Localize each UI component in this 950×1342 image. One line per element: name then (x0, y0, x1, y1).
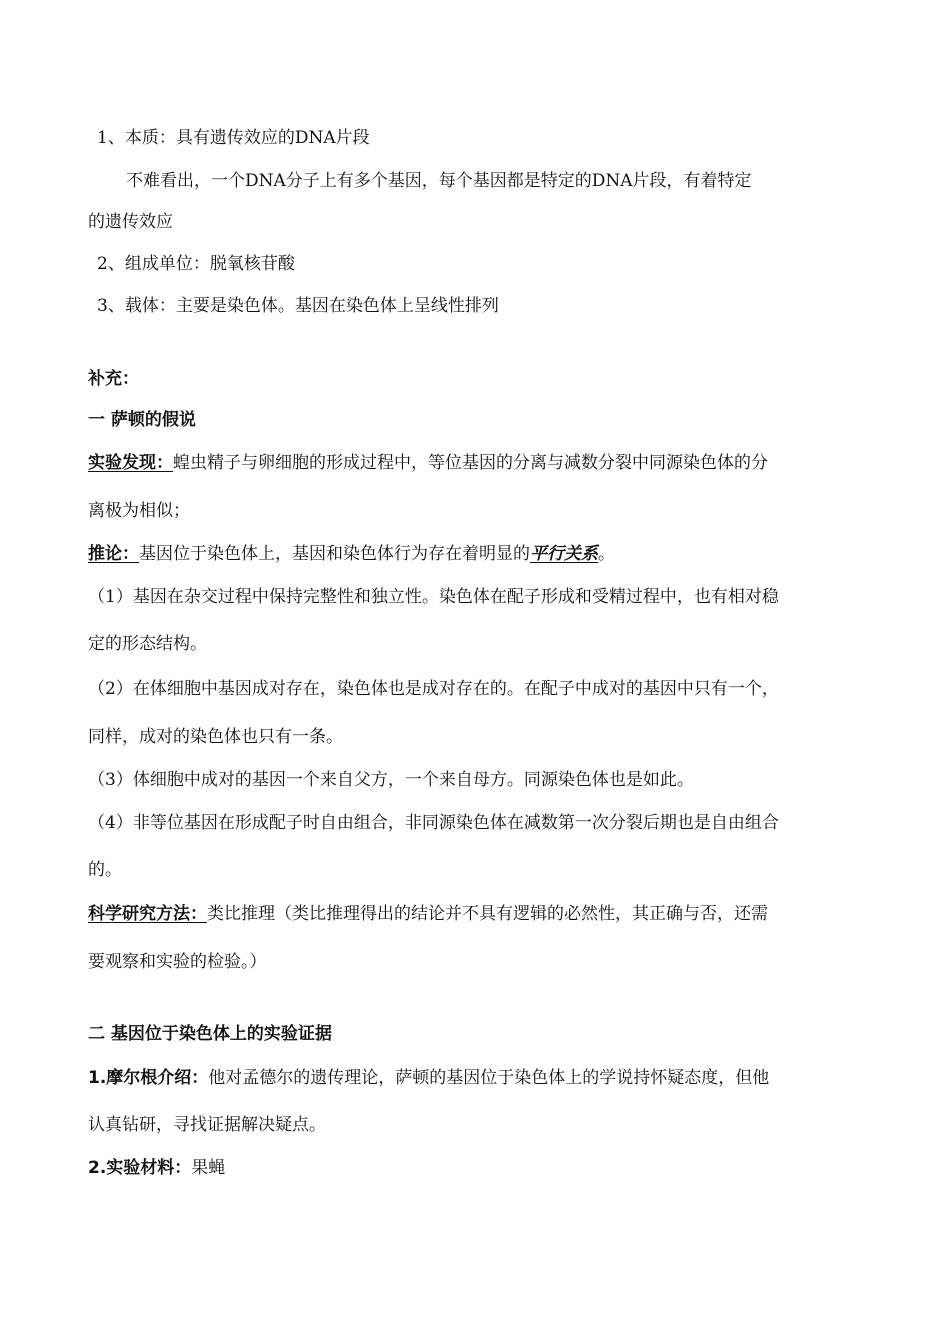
part2-heading: 二 基因位于染色体上的实验证据 (88, 1024, 332, 1044)
morgan-intro-cont: 认真钻研，寻找证据解决疑点。 (88, 1115, 326, 1135)
point-4: （4）非等位基因在形成配子时自由组合，非同源染色体在减数第一次分裂后期也是自由组合 (88, 813, 779, 833)
part1-heading: 一 萨顿的假说 (88, 410, 196, 430)
inference-paragraph (88, 543, 615, 565)
point-2-cont: 同样，成对的染色体也只有一条。 (88, 727, 343, 747)
material-text: 果蝇 (191, 1158, 226, 1178)
inference-emphasis: 平行关系 (530, 544, 598, 564)
item-essence: 1、本质：具有遗传效应的DNA片段 (97, 128, 370, 148)
inference-end: 。 (598, 544, 615, 564)
point-1-cont: 定的形态结构。 (88, 634, 207, 654)
discovery-text: 蝗虫精子与卵细胞的形成过程中，等位基因的分离与减数分裂中同源染色体的分 (173, 453, 768, 473)
point-1: （1）基因在杂交过程中保持完整性和独立性。染色体在配子形成和受精过程中，也有相对稳 (88, 587, 779, 607)
inference-text: 基因位于染色体上，基因和染色体行为存在着明显的 (139, 544, 530, 564)
discovery-paragraph (88, 452, 768, 474)
material-label: 2.实验材料： (88, 1158, 192, 1178)
item-unit: 2、组成单位：脱氧核苷酸 (97, 254, 295, 274)
point-3: （3）体细胞中成对的基因一个来自父方，一个来自母方。同源染色体也是如此。 (88, 770, 694, 790)
method-text-cont: 要观察和实验的检验。） (88, 952, 267, 972)
point-4-cont: 的。 (88, 860, 122, 880)
inference-label: 推论： (88, 544, 139, 564)
discovery-label: 实验发现： (88, 453, 173, 473)
discovery-text-cont: 离极为相似； (88, 501, 190, 521)
material-paragraph (88, 1157, 225, 1179)
note-line: 不难看出，一个DNA分子上有多个基因，每个基因都是特定的DNA片段，有着特定 (126, 171, 752, 191)
morgan-intro-paragraph (88, 1067, 769, 1089)
item-carrier: 3、载体：主要是染色体。基因在染色体上呈线性排列 (97, 296, 499, 316)
note-line: 的遗传效应 (88, 212, 173, 232)
method-paragraph (88, 903, 768, 925)
method-text: 类比推理（类比推理得出的结论并不具有逻辑的必然性，其正确与否，还需 (207, 904, 768, 924)
morgan-intro-label: 1.摩尔根介绍： (88, 1068, 209, 1088)
method-label: 科学研究方法： (88, 904, 207, 924)
morgan-intro-text: 他对孟德尔的遗传理论，萨顿的基因位于染色体上的学说持怀疑态度，但他 (208, 1068, 770, 1088)
point-2: （2）在体细胞中基因成对存在，染色体也是成对存在的。在配子中成对的基因中只有一个， (88, 679, 779, 699)
supplement-heading: 补充： (88, 369, 139, 389)
